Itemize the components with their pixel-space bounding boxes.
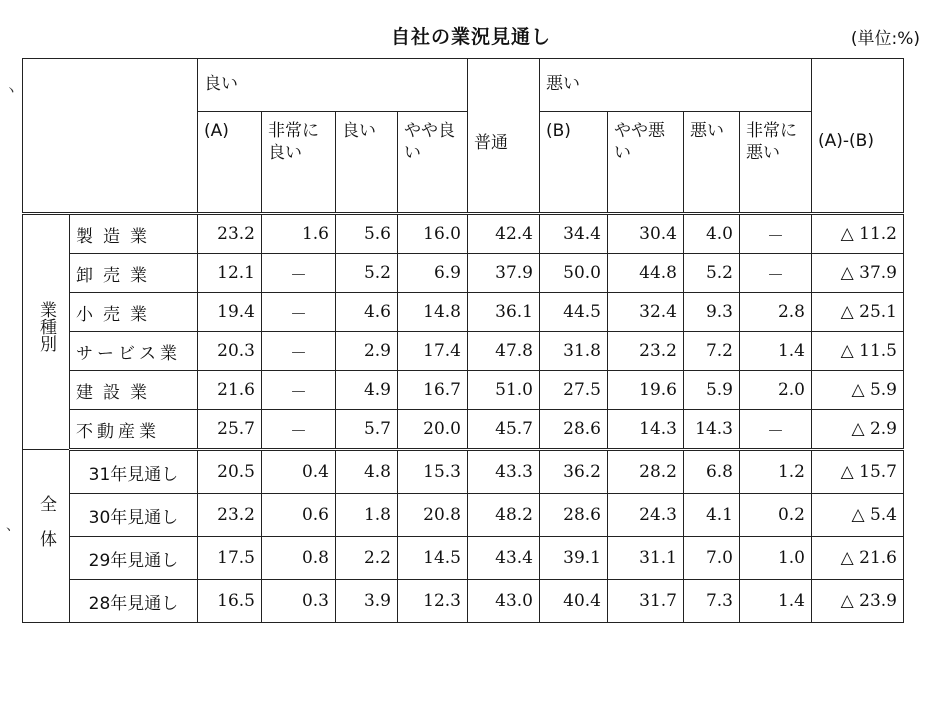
cell: 19.6 — [608, 371, 684, 410]
cell: 43.3 — [468, 450, 540, 494]
row-label: 製造業 — [70, 214, 198, 254]
cell: 24.3 — [608, 494, 684, 537]
cell: 32.4 — [608, 293, 684, 332]
cell: 40.4 — [540, 580, 608, 623]
cell: 20.5 — [198, 450, 262, 494]
header-somewhat-good: やや良い — [398, 112, 468, 214]
cell: 6.9 — [398, 254, 468, 293]
cell: 2.9 — [336, 332, 398, 371]
cell: 14.3 — [684, 410, 740, 450]
cell: △ 2.9 — [812, 410, 904, 450]
header-corner — [23, 59, 198, 214]
outlook-table — [22, 58, 904, 623]
cell: 39.1 — [540, 537, 608, 580]
cell: 9.3 — [684, 293, 740, 332]
cell: 14.8 — [398, 293, 468, 332]
cell: 1.0 — [740, 537, 812, 580]
cell: － — [740, 410, 812, 450]
cell: 0.3 — [262, 580, 336, 623]
cell: 1.8 — [336, 494, 398, 537]
cell: － — [262, 371, 336, 410]
cell: 36.1 — [468, 293, 540, 332]
cell: 4.9 — [336, 371, 398, 410]
cell: 23.2 — [608, 332, 684, 371]
cell: － — [740, 214, 812, 254]
cell: 23.2 — [198, 494, 262, 537]
cell: 20.8 — [398, 494, 468, 537]
cell: 16.0 — [398, 214, 468, 254]
cell: 3.9 — [336, 580, 398, 623]
cell: 28.2 — [608, 450, 684, 494]
row-label: 30年見通し — [70, 494, 198, 537]
cell: － — [262, 293, 336, 332]
cell: 2.0 — [740, 371, 812, 410]
cell: 4.1 — [684, 494, 740, 537]
row-label: サービス業 — [70, 332, 198, 371]
cell: △ 23.9 — [812, 580, 904, 623]
cell: 4.0 — [684, 214, 740, 254]
row-label: 28年見通し — [70, 580, 198, 623]
cell: 21.6 — [198, 371, 262, 410]
row-label: 不動産業 — [70, 410, 198, 450]
header-normal: 普通 — [468, 59, 540, 214]
cell: 20.3 — [198, 332, 262, 371]
cell: 0.2 — [740, 494, 812, 537]
cell: 14.3 — [608, 410, 684, 450]
group-text: 業種別 — [36, 300, 56, 352]
cell: 7.0 — [684, 537, 740, 580]
cell: 20.0 — [398, 410, 468, 450]
group-label-overall — [23, 450, 70, 623]
cell: 0.8 — [262, 537, 336, 580]
cell: 31.7 — [608, 580, 684, 623]
cell: 50.0 — [540, 254, 608, 293]
cell: 1.4 — [740, 332, 812, 371]
cell: 48.2 — [468, 494, 540, 537]
group-label-industry — [23, 214, 70, 450]
cell: △ 5.4 — [812, 494, 904, 537]
cell: 5.7 — [336, 410, 398, 450]
cell: 4.8 — [336, 450, 398, 494]
cell: 51.0 — [468, 371, 540, 410]
row-label: 小売業 — [70, 293, 198, 332]
cell: 43.4 — [468, 537, 540, 580]
row-label: 31年見通し — [70, 450, 198, 494]
header-good-group: 良い — [198, 59, 468, 112]
cell: － — [740, 254, 812, 293]
cell: 31.1 — [608, 537, 684, 580]
cell: 30.4 — [608, 214, 684, 254]
header-very-bad: 非常に悪い — [740, 112, 812, 214]
unit-label: (単位:%) — [850, 29, 920, 49]
cell: 25.7 — [198, 410, 262, 450]
cell: 44.8 — [608, 254, 684, 293]
cell: 31.8 — [540, 332, 608, 371]
cell: 12.3 — [398, 580, 468, 623]
scan-mark: ヽ — [4, 83, 18, 99]
cell: 16.5 — [198, 580, 262, 623]
cell: 7.3 — [684, 580, 740, 623]
header-bad-total: (B) — [540, 112, 608, 214]
cell: － — [262, 332, 336, 371]
cell: 1.2 — [740, 450, 812, 494]
cell: 36.2 — [540, 450, 608, 494]
header-diff: (A)-(B) — [812, 59, 904, 214]
cell: △ 15.7 — [812, 450, 904, 494]
cell: 15.3 — [398, 450, 468, 494]
cell: 23.2 — [198, 214, 262, 254]
cell: 37.9 — [468, 254, 540, 293]
cell: △ 25.1 — [812, 293, 904, 332]
cell: △ 37.9 — [812, 254, 904, 293]
cell: 5.2 — [684, 254, 740, 293]
cell: 5.9 — [684, 371, 740, 410]
cell: 19.4 — [198, 293, 262, 332]
table-title: 自社の業況見通し — [390, 26, 551, 48]
cell: 42.4 — [468, 214, 540, 254]
cell: △ 21.6 — [812, 537, 904, 580]
cell: 7.2 — [684, 332, 740, 371]
cell: 4.6 — [336, 293, 398, 332]
cell: 28.6 — [540, 410, 608, 450]
cell: △ 5.9 — [812, 371, 904, 410]
header-very-good: 非常に良い — [262, 112, 336, 214]
header-bad-group: 悪い — [540, 59, 812, 112]
cell: 34.4 — [540, 214, 608, 254]
row-label: 29年見通し — [70, 537, 198, 580]
cell: 27.5 — [540, 371, 608, 410]
group-text: 全体 — [36, 495, 56, 565]
cell: 45.7 — [468, 410, 540, 450]
cell: 2.2 — [336, 537, 398, 580]
cell: 17.5 — [198, 537, 262, 580]
header-good: 良い — [336, 112, 398, 214]
cell: 5.6 — [336, 214, 398, 254]
cell: 5.2 — [336, 254, 398, 293]
row-label: 建設業 — [70, 371, 198, 410]
cell: 0.6 — [262, 494, 336, 537]
cell: 2.8 — [740, 293, 812, 332]
cell: 0.4 — [262, 450, 336, 494]
cell: 16.7 — [398, 371, 468, 410]
cell: △ 11.2 — [812, 214, 904, 254]
cell: 43.0 — [468, 580, 540, 623]
cell: － — [262, 254, 336, 293]
cell: － — [262, 410, 336, 450]
header-somewhat-bad: やや悪い — [608, 112, 684, 214]
cell: 14.5 — [398, 537, 468, 580]
cell: 6.8 — [684, 450, 740, 494]
cell: 1.4 — [740, 580, 812, 623]
cell: △ 11.5 — [812, 332, 904, 371]
cell: 1.6 — [262, 214, 336, 254]
scan-mark: 、 — [6, 518, 20, 534]
cell: 17.4 — [398, 332, 468, 371]
header-bad: 悪い — [684, 112, 740, 214]
header-good-total: (A) — [198, 112, 262, 214]
cell: 47.8 — [468, 332, 540, 371]
cell: 44.5 — [540, 293, 608, 332]
cell: 28.6 — [540, 494, 608, 537]
cell: 12.1 — [198, 254, 262, 293]
row-label: 卸売業 — [70, 254, 198, 293]
